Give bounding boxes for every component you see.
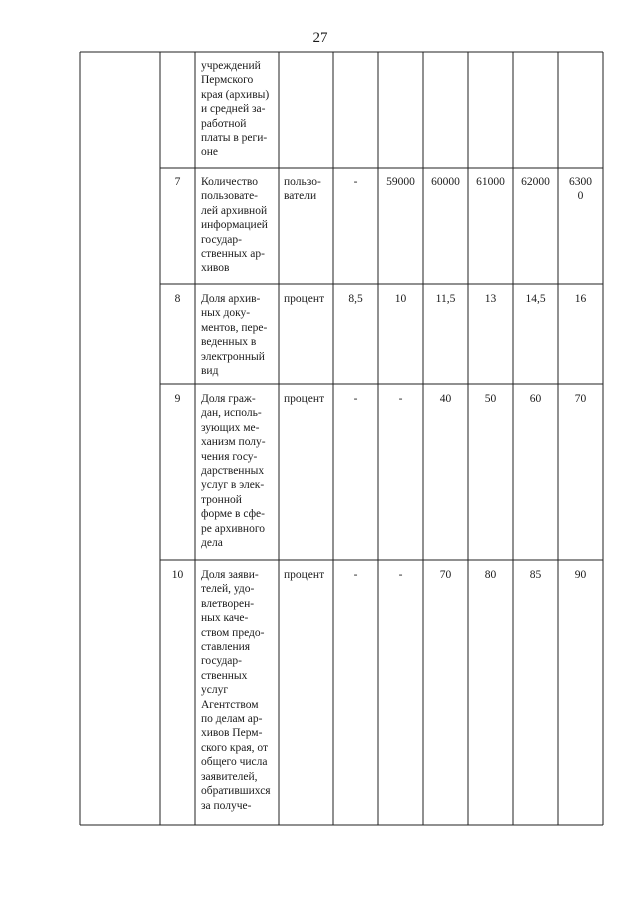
- value-cell: 16: [574, 293, 587, 305]
- value-cell: 60: [529, 393, 542, 405]
- value-cell: 90: [574, 569, 587, 581]
- value-cell: 8,5: [348, 293, 363, 305]
- unit: пользо- ватели: [284, 176, 321, 203]
- value-cell: 60000: [431, 176, 460, 188]
- unit: процент: [284, 569, 325, 581]
- value-cell: 10: [394, 293, 407, 305]
- value-cell: 85: [529, 569, 542, 581]
- value-cell: -: [353, 393, 358, 405]
- value-cell: -: [353, 176, 358, 188]
- value-cell: 70: [439, 569, 452, 581]
- unit: процент: [284, 393, 325, 405]
- indicator-name: Количество пользовате- лей архивной информацией государ- ственных ар- хивов: [201, 176, 268, 275]
- value-cell: 40: [439, 393, 452, 405]
- row-number: 9: [174, 393, 181, 405]
- row-number: 7: [174, 176, 181, 188]
- value-cell: 13: [484, 293, 497, 305]
- value-cell: 61000: [476, 176, 505, 188]
- value-cell: 70: [574, 393, 587, 405]
- value-cell: 50: [484, 393, 497, 405]
- value-cell: 62000: [521, 176, 550, 188]
- value-cell: 59000: [386, 176, 415, 188]
- value-cell: 14,5: [525, 293, 546, 305]
- value-cell: 80: [484, 569, 497, 581]
- value-cell: 11,5: [435, 293, 456, 305]
- value-cell: -: [398, 569, 403, 581]
- page-number: 27: [312, 30, 328, 46]
- indicator-name: учреждений Пермского края (архивы) и средней за- работной платы в реги- оне: [201, 60, 270, 159]
- unit: процент: [284, 293, 325, 305]
- value-cell: -: [398, 393, 403, 405]
- row-number: 8: [174, 293, 181, 305]
- indicator-name: Доля заяви- телей, удо- влетворен- ных каче- ством предо- ставления государ- ственных услуг Агентством по делам ар- хивов Перм- ского края, от общего числа заявителей, обратившихся за получе-: [201, 569, 271, 812]
- indicator-name: Доля архив- ных доку- ментов, пере- веденных в электронный вид: [201, 293, 268, 378]
- value-cell: 6300 0: [569, 176, 592, 203]
- row-number: 10: [171, 569, 184, 581]
- indicator-name: Доля граж- дан, исполь- зующих ме- ханизм полу- чения госу- дарственных услуг в элек- тронной форме в сфе- ре архивного дела: [201, 393, 266, 550]
- value-cell: -: [353, 569, 358, 581]
